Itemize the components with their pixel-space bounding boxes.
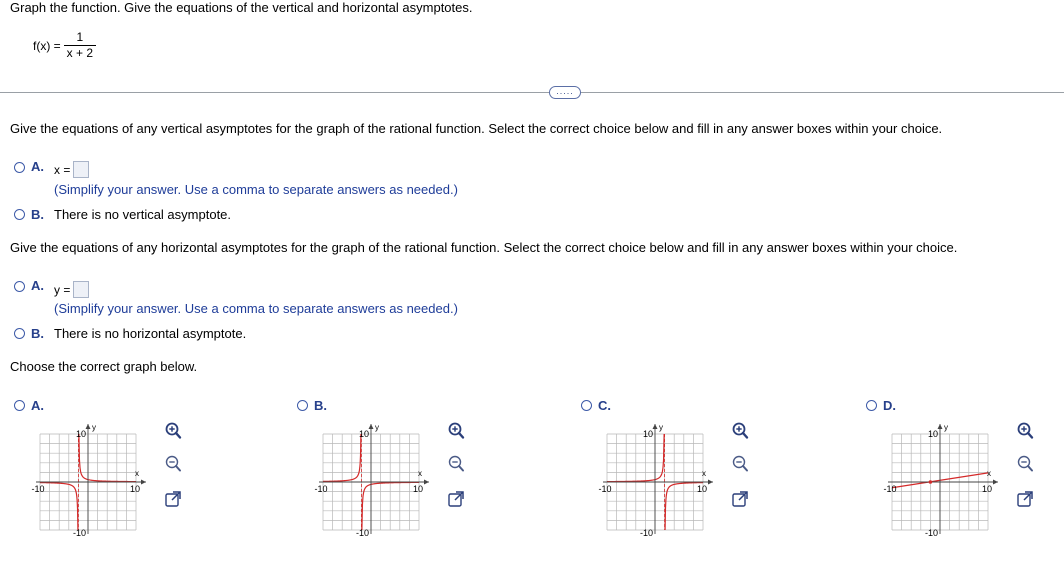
horizontal-eq-label: y = xyxy=(54,282,71,297)
vertical-option-b-radio[interactable] xyxy=(14,209,25,220)
external-link-icon[interactable] xyxy=(730,489,750,509)
graph-axes xyxy=(888,424,998,534)
vertical-option-b-label[interactable]: B. xyxy=(31,207,44,222)
y-axis-label: y xyxy=(92,423,96,432)
horizontal-option-a-equation xyxy=(54,281,89,298)
horizontal-option-b-label[interactable]: B. xyxy=(31,326,44,341)
graph-option-d-radio[interactable] xyxy=(866,400,877,411)
zoom-in-icon[interactable] xyxy=(1015,421,1035,441)
graph-option-a-radio[interactable] xyxy=(14,400,25,411)
x-axis-label: x xyxy=(135,469,139,478)
graph-option-c-label[interactable]: C. xyxy=(598,398,611,413)
horizontal-answer-box[interactable] xyxy=(73,281,89,298)
graph-option-d[interactable] xyxy=(880,420,1005,538)
horizontal-asymptote-question: Give the equations of any horizontal asymptotes for the graph of the rational function. Select the correct choice below and fill in any answer boxes within your choice. xyxy=(10,240,958,255)
x-tick-label-left: -10 xyxy=(31,484,45,494)
y-tick-label-bottom: -10 xyxy=(72,528,86,538)
y-tick-label-bottom: -10 xyxy=(355,528,369,538)
vertical-option-a-radio[interactable] xyxy=(14,162,25,173)
problem-prompt: Graph the function. Give the equations of the vertical and horizontal asymptotes. xyxy=(10,0,473,15)
zoom-out-icon[interactable] xyxy=(730,454,750,474)
external-link-icon[interactable] xyxy=(1015,489,1035,509)
y-tick-label-top: 10 xyxy=(75,429,86,439)
graph-point xyxy=(929,480,933,484)
external-link-icon[interactable] xyxy=(163,489,183,509)
x-tick-label-right: 10 xyxy=(412,484,424,494)
graph-question: Choose the correct graph below. xyxy=(10,359,198,374)
graph-option-b[interactable] xyxy=(311,420,436,538)
vertical-option-a-hint: (Simplify your answer. Use a comma to separate answers as needed.) xyxy=(54,182,458,197)
function-definition xyxy=(33,30,96,61)
graph-option-b-label[interactable]: B. xyxy=(314,398,327,413)
horizontal-option-a-label[interactable]: A. xyxy=(31,278,44,293)
zoom-out-icon[interactable] xyxy=(446,454,466,474)
y-tick-label-bottom: -10 xyxy=(924,528,938,538)
y-tick-label-top: 10 xyxy=(642,429,653,439)
zoom-in-icon[interactable] xyxy=(446,421,466,441)
function-numerator: 1 xyxy=(76,30,84,44)
vertical-option-a-label[interactable]: A. xyxy=(31,159,44,174)
graph-option-c-radio[interactable] xyxy=(581,400,592,411)
function-lhs: f(x) = xyxy=(33,38,61,53)
y-axis-label: y xyxy=(659,423,663,432)
zoom-out-icon[interactable] xyxy=(163,454,183,474)
y-tick-label-top: 10 xyxy=(358,429,369,439)
graph-option-c[interactable] xyxy=(595,420,720,538)
horizontal-option-a-radio[interactable] xyxy=(14,281,25,292)
section-divider xyxy=(0,92,1064,93)
y-tick-label-top: 10 xyxy=(927,429,938,439)
vertical-option-a-equation xyxy=(54,161,89,178)
x-axis-label: x xyxy=(987,469,991,478)
zoom-in-icon[interactable] xyxy=(730,421,750,441)
x-axis-label: x xyxy=(702,469,706,478)
vertical-asymptote-question: Give the equations of any vertical asymptotes for the graph of the rational function. Select the correct choice below and fill in any answer boxes within your choice. xyxy=(10,121,943,136)
x-tick-label-right: 10 xyxy=(696,484,708,494)
graph-option-b-radio[interactable] xyxy=(297,400,308,411)
graph-option-a[interactable] xyxy=(28,420,153,538)
vertical-option-b-text[interactable]: There is no vertical asymptote. xyxy=(54,207,232,222)
y-tick-label-bottom: -10 xyxy=(639,528,653,538)
x-tick-label-left: -10 xyxy=(598,484,612,494)
graph-axes xyxy=(36,424,146,534)
graph-option-a-label[interactable]: A. xyxy=(31,398,44,413)
external-link-icon[interactable] xyxy=(446,489,466,509)
zoom-in-icon[interactable] xyxy=(163,421,183,441)
x-tick-label-left: -10 xyxy=(314,484,328,494)
function-fraction xyxy=(64,30,96,61)
x-tick-label-right: 10 xyxy=(129,484,141,494)
x-tick-label-left: -10 xyxy=(883,484,897,494)
y-axis-label: y xyxy=(375,423,379,432)
graph-option-d-label[interactable]: D. xyxy=(883,398,896,413)
graph-axes xyxy=(319,424,429,534)
horizontal-option-a-hint: (Simplify your answer. Use a comma to separate answers as needed.) xyxy=(54,301,458,316)
horizontal-option-b-radio[interactable] xyxy=(14,328,25,339)
x-tick-label-right: 10 xyxy=(981,484,993,494)
function-denominator: x + 2 xyxy=(64,45,96,61)
vertical-answer-box[interactable] xyxy=(73,161,89,178)
more-button[interactable]: ..... xyxy=(549,86,581,99)
horizontal-option-b-text[interactable]: There is no horizontal asymptote. xyxy=(54,326,247,341)
x-axis-label: x xyxy=(418,469,422,478)
zoom-out-icon[interactable] xyxy=(1015,454,1035,474)
vertical-eq-label: x = xyxy=(54,162,71,177)
y-axis-label: y xyxy=(944,423,948,432)
